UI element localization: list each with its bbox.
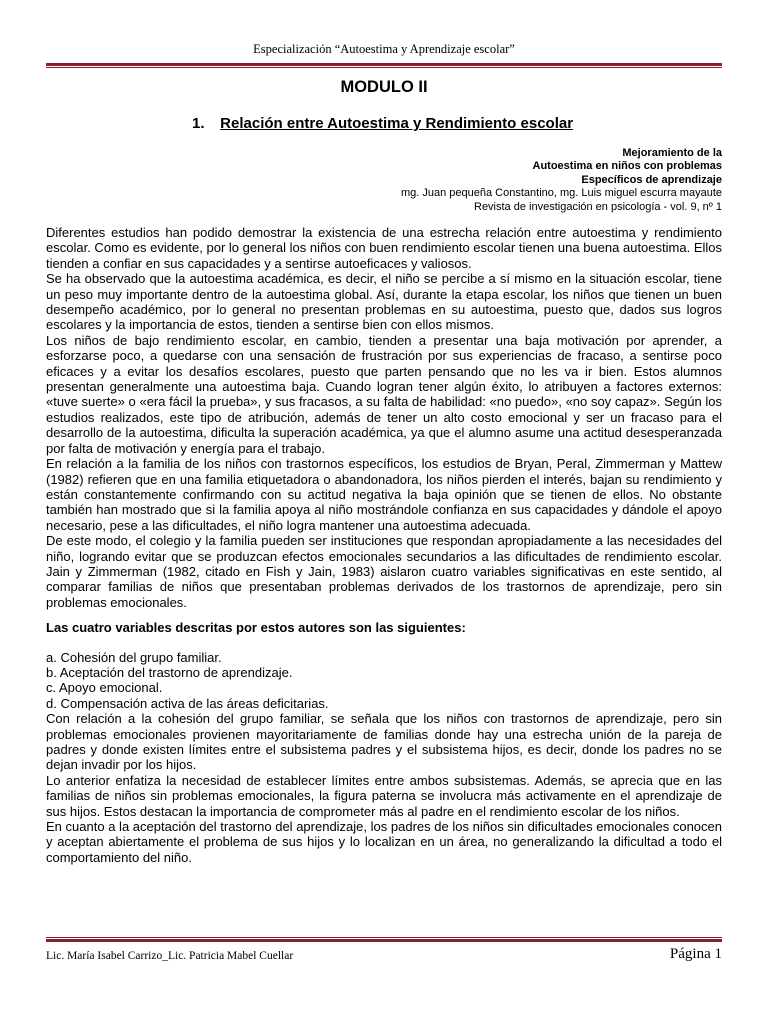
spacer xyxy=(46,636,722,650)
citation-authors: mg. Juan pequeña Constantino, mg. Luis miguel escurra mayaute xyxy=(400,187,722,200)
header-rule-thick xyxy=(46,63,722,66)
body-paragraph: Lo anterior enfatiza la necesidad de establecer límites entre ambos subsistemas. Además, se aprecia que en las familias de niños sin problemas emocionales, la figura paterna se involucra más activamente en el aprendizaje de sus hijos. Estos destacan la importancia de comprometer más al padre en el rendimiento escolar de los niños. xyxy=(46,772,722,819)
variables-heading: Las cuatro variables descritas por estos autores son las siguientes: xyxy=(46,620,466,636)
body-paragraph: De este modo, el colegio y la familia pueden ser instituciones que respondan apropiadamente a las necesidades del niño, logrando evitar que se produzcan efectos emocionales secundarios a las dificultades de rendimiento escolar. Jain y Zimmerman (1982, citado en Fish y Jain, 1983) aislaron cuatro variables significativas en este sentido, al comparar familias de niños que presentaban problemas derivados de los trastornos de aprendizaje, pero sin problemas emocionales. xyxy=(46,533,722,610)
section-heading xyxy=(192,115,573,132)
footer-rule-thick xyxy=(46,939,722,942)
section-number: 1. xyxy=(192,115,205,132)
footer-rule-thin xyxy=(46,937,722,938)
variable-item: c. Apoyo emocional. xyxy=(46,680,163,696)
footer-authors: Lic. María Isabel Carrizo_Lic. Patricia Mabel Cuellar xyxy=(46,950,294,962)
running-header: Especialización “Autoestima y Aprendizaje escolar” xyxy=(253,42,515,56)
body-paragraph: En cuanto a la aceptación del trastorno del aprendizaje, los padres de los niños sin dificultades emocionales conocen y aceptan abiertamente el problema de sus hijos y lo localizan en un área, no generalizando la dificultad a todo el comportamiento del niño. xyxy=(46,819,722,865)
variable-item: a. Cohesión del grupo familiar. xyxy=(46,649,222,665)
body-paragraph: Se ha observado que la autoestima académica, es decir, el niño se percibe a sí mismo en la situación escolar, tiene un peso muy importante dentro de la autoestima global. Así, durante la etapa escolar, los niños que tienen un buen desempeño académico, por lo general no presentan problemas en su autoestima, puesto que, dados sus logros escolares y la importancia de estos, tienden a sentirse bien con ellos mismos. xyxy=(46,271,722,333)
page-number: Página 1 xyxy=(669,946,722,962)
body-paragraph: Los niños de bajo rendimiento escolar, en cambio, tienden a presentar una baja motivación por aprender, a esforzarse poco, a quedarse con una sensación de frustración por sus experiencias de fracaso, a sentirse poco eficaces y a evitar los desafíos escolares, puesto que parten pensando que no les va ir bien. Estos alumnos presentan generalmente una autoestima baja. Cuando logran tener algún éxito, lo atribuyen a factores externos: «tuve suerte» o «era fácil la prueba», y sus fracasos, a su falta de habilidad: «no puedo», «no soy capaz». Según los estudios realizados, este tipo de atribución, además de tener un alto costo emocional y ser un fracaso para el desarrollo de la autoestima, dificulta la superación académica, ya que el alumno asume una actitud desesperanzada por falta de motivación y energía para el trabajo. xyxy=(46,332,722,456)
variable-item: d. Compensación activa de las áreas deficitarias. xyxy=(46,695,329,711)
header-rule-thin xyxy=(46,67,722,68)
citation-journal: Revista de investigación en psicología - vol. 9, nº 1 xyxy=(474,200,722,213)
section-title: Relación entre Autoestima y Rendimiento escolar xyxy=(220,115,574,132)
citation-line-2: Autoestima en niños con problemas xyxy=(532,160,722,173)
citation-line-3: Específicos de aprendizaje xyxy=(581,173,722,186)
variable-item: b. Aceptación del trastorno de aprendizaje. xyxy=(46,664,293,680)
document-body xyxy=(46,225,722,865)
body-paragraph: Con relación a la cohesión del grupo familiar, se señala que los niños con trastornos de aprendizaje, pero sin problemas emocionales provienen mayoritariamente de familias donde hay una estrecha unión de la pareja de padres y donde existen límites entre el subsistema padres y el subsistema hijos, es decir, donde los padres no se dejan invadir por los hijos. xyxy=(46,711,722,773)
citation-line-1: Mejoramiento de la xyxy=(622,147,722,159)
citation-block xyxy=(401,147,722,214)
body-paragraph: En relación a la familia de los niños con trastornos específicos, los estudios de Bryan, Peral, Zimmerman y Mattew (1982) refieren que en una familia etiquetadora o abandonadora, los niños pierden el interés, bajan su rendimiento y están constantemente confirmando con su actitud negativa la baja opinión que se tienen de ellos. No obstante también han mostrado que si la familia apoya al niño mostrándole confianza en sus capacidades y dándole el apoyo necesario, pese a las dificultades, el niño logra mantener una autoestima adecuada. xyxy=(46,456,722,533)
module-title: MODULO II xyxy=(340,78,428,96)
body-paragraph: Diferentes estudios han podido demostrar la existencia de una estrecha relación entre autoestima y rendimiento escolar. Como es evidente, por lo general los niños con buen rendimiento escolar tienen una buena autoestima. Ellos tienden a confiar en sus capacidades y a sentirse autoeficaces y valiosos. xyxy=(46,225,722,271)
